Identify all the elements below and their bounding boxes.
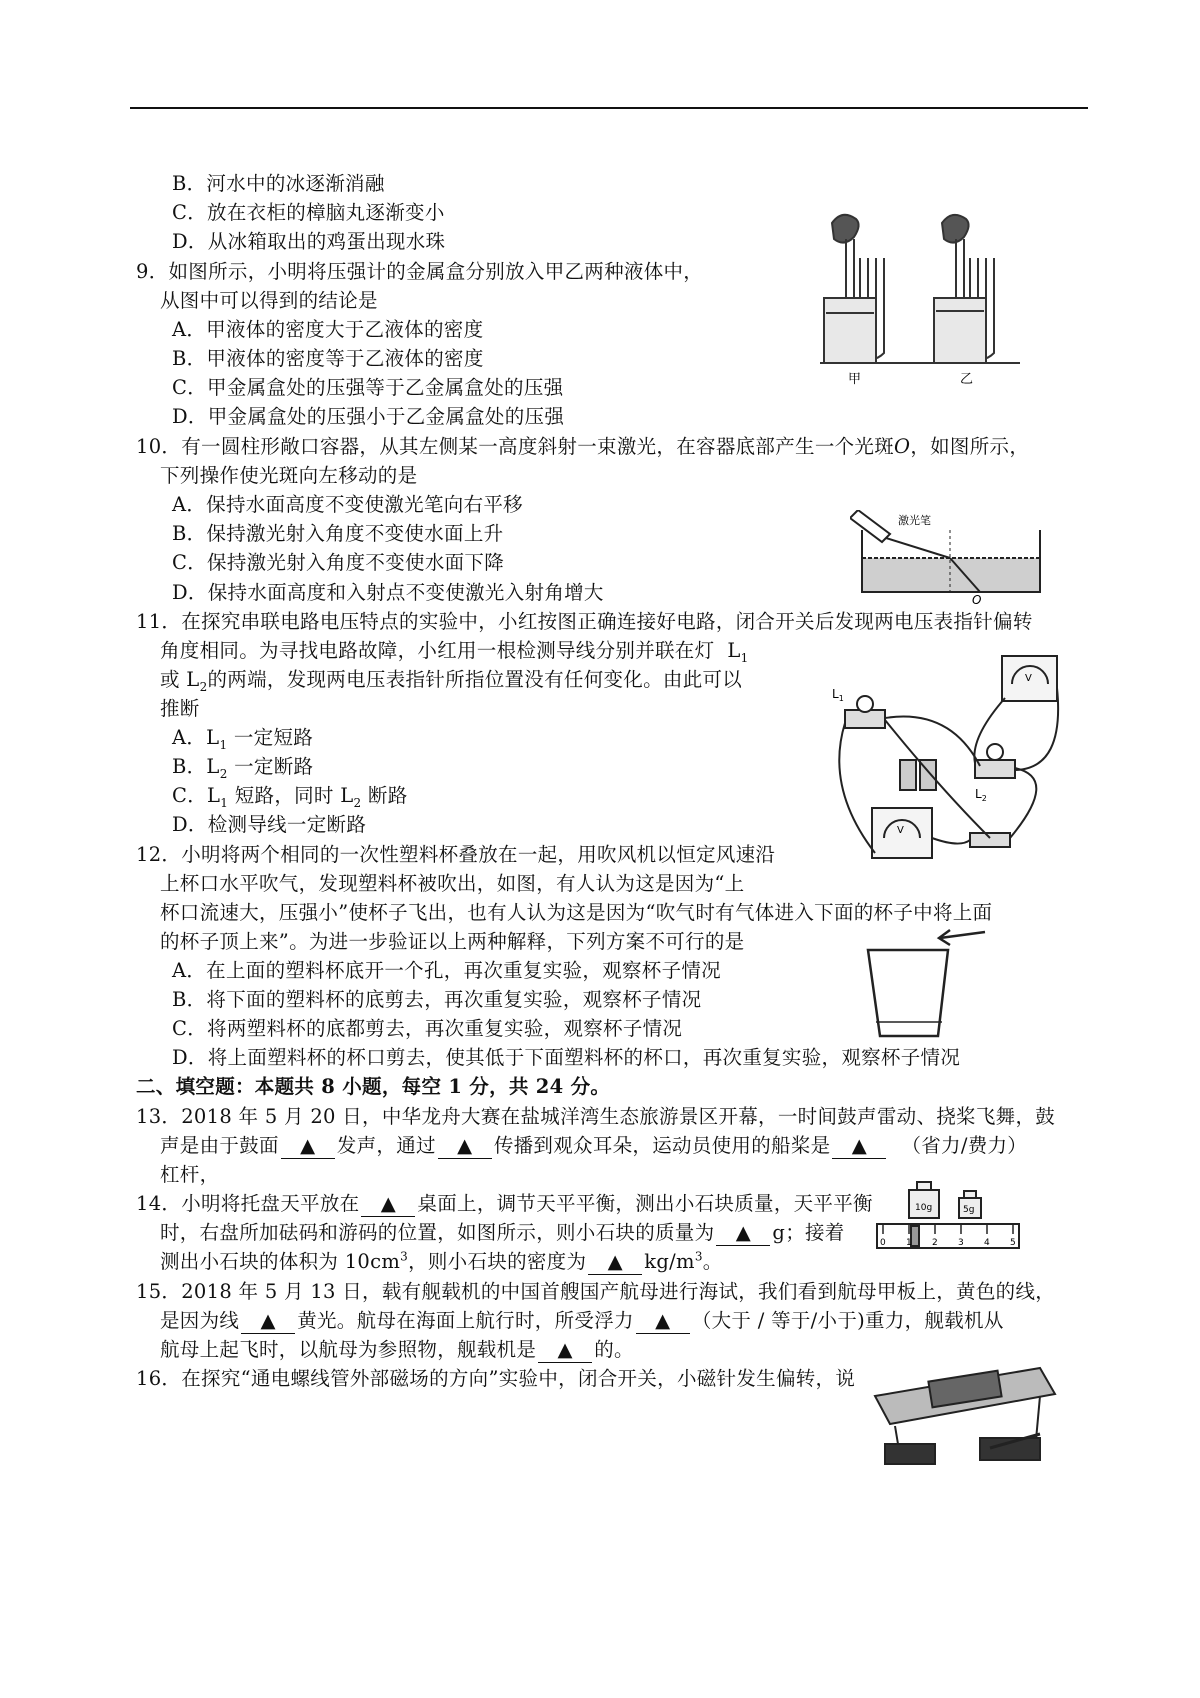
q9-label-jia: 甲 — [848, 372, 862, 387]
section-2-heading: 二、填空题：本题共 8 小题，每空 1 分，共 24 分。 — [136, 1075, 611, 1098]
q11-stem-4: 推断 — [160, 697, 200, 720]
q14-text-b: 桌面上，调节天平平衡，测出小石块质量，天平平衡 — [417, 1192, 873, 1215]
q13-stem-3: 杠杆， — [160, 1163, 220, 1186]
q10-stem-text: 10．有一圆柱形敞口容器，从其左侧某一高度斜射一束激光，在容器底部产生一个光斑 — [136, 435, 895, 458]
q8-option-b: B．河水中的冰逐渐消融 — [172, 172, 385, 195]
q9-option-b: B．甲液体的密度等于乙液体的密度 — [172, 347, 484, 370]
q15-blank-1[interactable]: ▲ — [241, 1309, 295, 1334]
q11b-post: 一定断路 — [234, 755, 314, 778]
q14-blank-1[interactable]: ▲ — [361, 1192, 415, 1217]
q10-stem-2: 下列操作使光斑向左移动的是 — [160, 464, 418, 487]
q14-sup-1: 3 — [400, 1249, 409, 1264]
q13-text-b: 发声，通过 — [336, 1134, 436, 1157]
q13-text-c: 传播到观众耳朵，运动员使用的船桨是 — [493, 1134, 831, 1157]
q14-text-e: 测出小石块的体积为 10cm — [160, 1250, 401, 1273]
q13-blank-3[interactable]: ▲ — [832, 1134, 886, 1159]
q11-meter-bottom: V — [897, 825, 904, 836]
q8-option-d: D．从冰箱取出的鸡蛋出现水珠 — [172, 230, 446, 253]
q14-stem-1 — [136, 1190, 873, 1218]
q12-option-a: A．在上面的塑料杯底开一个孔，再次重复实验，观察杯子情况 — [172, 959, 721, 982]
q15-text-d: 航母上起飞时，以航母为参照物，舰载机是 — [160, 1338, 537, 1361]
q10-laser-container-figure — [850, 510, 1060, 605]
q11-option-b — [172, 753, 313, 781]
q10-stem-text-end: ，如图所示， — [910, 435, 1030, 458]
q10-laser-label: 激光笔 — [898, 514, 931, 527]
q11-stem-3-pre: 或 L — [160, 668, 200, 691]
q12-option-c: C．将两塑料杯的底都剪去，再次重复实验，观察杯子情况 — [172, 1017, 683, 1040]
q10-option-c: C．保持激光射入角度不变使水面下降 — [172, 551, 505, 574]
q15-blank-3[interactable]: ▲ — [538, 1338, 592, 1363]
q14-weight-5g: 5g — [963, 1205, 975, 1215]
q9-option-d: D．甲金属盒处的压强小于乙金属盒处的压强 — [172, 405, 565, 428]
q11-stem-2-text: 角度相同。为寻找电路故障，小红用一根检测导线分别并联在灯 — [160, 639, 715, 662]
q10-stem-1 — [136, 433, 1029, 461]
q11-fig-l2: $L_2$ — [975, 787, 987, 803]
q11-stem-2 — [160, 637, 749, 665]
q12-stem-4: 的杯子顶上来”。为进一步验证以上两种解释，下列方案不可行的是 — [160, 930, 745, 953]
q11c-mid: 短路，同时 L — [234, 784, 354, 807]
q11b-sub: 2 — [219, 766, 228, 781]
q13-stem-2 — [160, 1132, 1027, 1160]
q15-stem-2 — [160, 1307, 1004, 1335]
ruler-tick-label: 4 — [984, 1238, 990, 1248]
q11a-post: 一定短路 — [233, 726, 314, 749]
q11-fig-l1: $L_1$ — [832, 687, 844, 703]
q15-text-a: 是因为线 — [160, 1309, 240, 1332]
q10-option-a: A．保持水面高度不变使激光笔向右平移 — [172, 493, 523, 516]
q11-option-c — [172, 782, 408, 810]
q9-option-a: A．甲液体的密度大于乙液体的密度 — [172, 318, 484, 341]
q11-l1: L — [727, 639, 741, 662]
q14-text-c: 时，右盘所加砝码和游码的位置，如图所示，则小石块的质量为 — [160, 1221, 715, 1244]
q14-text-d: g；接着 — [772, 1221, 845, 1244]
ruler-tick-label: 0 — [880, 1238, 886, 1248]
ruler-tick-label: 3 — [958, 1238, 964, 1248]
q14-weight-10g: 10g — [915, 1203, 933, 1213]
q11c-sub2: 2 — [353, 795, 362, 810]
q14-sup-2: 3 — [694, 1249, 703, 1264]
ruler-tick-label: 1 — [906, 1238, 912, 1248]
q12-option-b: B．将下面的塑料杯的底剪去，再次重复实验，观察杯子情况 — [172, 988, 702, 1011]
q14-period: 。 — [702, 1250, 723, 1273]
q11a-sub: 1 — [219, 737, 228, 752]
q10-point-o: O — [894, 435, 911, 458]
q10-option-b: B．保持激光射入角度不变使水面上升 — [172, 522, 504, 545]
q11-stem-3-post: 的两端，发现两电压表指针所指位置没有任何变化。由此可以 — [207, 668, 743, 691]
ruler-tick-label: 5 — [1010, 1238, 1016, 1248]
q12-stem-2: 上杯口水平吹气，发现塑料杯被吹出，如图，有人认为这是因为“上 — [160, 872, 745, 895]
q14-blank-3[interactable]: ▲ — [588, 1250, 642, 1275]
q9-pressure-gauge-figure — [820, 203, 1050, 413]
q11c-post: 断路 — [367, 784, 408, 807]
q10-option-d: D．保持水面高度和入射点不变使激光入射角增大 — [172, 581, 604, 604]
q9-stem-2: 从图中可以得到的结论是 — [160, 289, 378, 312]
q15-text-e: 的。 — [594, 1338, 634, 1361]
q12-option-d: D．将上面塑料杯的杯口剪去，使其低于下面塑料杯的杯口，再次重复实验，观察杯子情况 — [172, 1046, 961, 1069]
q11-circuit-figure — [820, 648, 1060, 883]
q12-plastic-cups-figure — [860, 918, 990, 1040]
q15-stem-1: 15．2018 年 5 月 13 日，载有舰载机的中国首艘国产航母进行海试，我们看到航母甲板上，黄色的线， — [136, 1280, 1056, 1303]
q11c-sub: 1 — [220, 795, 229, 810]
q14-unit: kg/m — [644, 1250, 695, 1273]
q15-stem-3 — [160, 1336, 634, 1364]
q15-blank-2[interactable]: ▲ — [636, 1309, 690, 1334]
q11-l2-sub: 2 — [199, 679, 208, 694]
q9-option-c: C．甲金属盒处的压强等于乙金属盒处的压强 — [172, 376, 564, 399]
q11-stem-1: 11．在探究串联电路电压特点的实验中，小红按图正确连接好电路，闭合开关后发现两电压表指针偏转 — [136, 610, 1033, 633]
q15-text-c: （大于 / 等于/小于)重力，舰载机从 — [691, 1309, 1004, 1332]
q9-label-yi: 乙 — [960, 372, 974, 387]
q13-text-d: （省力/费力） — [901, 1134, 1028, 1157]
q9-stem-1: 9．如图所示，小明将压强计的金属盒分别放入甲乙两种液体中， — [136, 260, 704, 283]
q11-stem-3 — [160, 666, 742, 694]
ruler-tick-label: 2 — [932, 1238, 938, 1248]
q14-text-a: 14．小明将托盘天平放在 — [136, 1192, 360, 1215]
q12-stem-3: 杯口流速大，压强小”使杯子飞出，也有人认为这是因为“吹气时有气体进入下面的杯子中将上面 — [160, 901, 993, 924]
q14-text-f: ，则小石块的密度为 — [408, 1250, 587, 1273]
q13-blank-1[interactable]: ▲ — [281, 1134, 335, 1159]
q8-option-c: C．放在衣柜的樟脑丸逐渐变小 — [172, 201, 445, 224]
q14-stem-2 — [160, 1219, 845, 1247]
q11b-pre: B．L — [172, 755, 220, 778]
q16-stem-1: 16．在探究“通电螺线管外部磁场的方向”实验中，闭合开关，小磁针发生偏转，说 — [136, 1367, 856, 1390]
q14-blank-2[interactable]: ▲ — [716, 1221, 770, 1246]
q13-blank-2[interactable]: ▲ — [438, 1134, 492, 1159]
q10-point-label: O — [972, 593, 982, 605]
q14-balance-weights-figure — [875, 1180, 1025, 1250]
q11a-pre: A．L — [172, 726, 220, 749]
q11-meter-top: V — [1025, 673, 1032, 684]
q16-solenoid-figure — [870, 1356, 1060, 1471]
q11c-pre: C．L — [172, 784, 221, 807]
q13-stem-1: 13．2018 年 5 月 20 日，中华龙舟大赛在盐城洋湾生态旅游景区开幕，一时间鼓声雷动、挠桨飞舞，鼓 — [136, 1105, 1056, 1128]
header-rule — [130, 107, 1088, 109]
q13-text-a: 声是由于鼓面 — [160, 1134, 279, 1157]
q11-l1-sub: 1 — [740, 650, 749, 665]
q12-stem-1: 12．小明将两个相同的一次性塑料杯叠放在一起，用吹风机以恒定风速沿 — [136, 843, 776, 866]
q11-option-d: D．检测导线一定断路 — [172, 813, 367, 836]
q14-stem-3 — [160, 1248, 723, 1276]
q11-option-a — [172, 724, 313, 752]
q15-text-b: 黄光。航母在海面上航行时，所受浮力 — [297, 1309, 634, 1332]
